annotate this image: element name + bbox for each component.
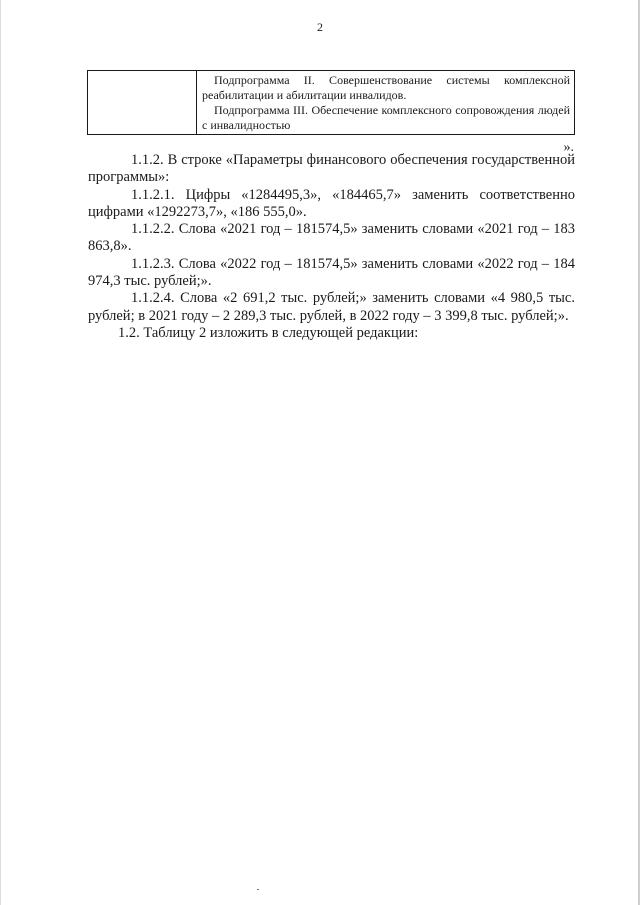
scan-edge-left [0,0,1,905]
scan-dot [257,889,259,890]
paragraph-1-1-2: 1.1.2. В строке «Параметры финансового обеспечения государственной программы»: [88,152,575,186]
paragraph-1-2: 1.2. Таблицу 2 изложить в следующей редакции: [118,324,419,341]
closing-quote: ». [563,140,574,155]
table-row [88,71,575,135]
table-cell-subprograms [197,71,575,135]
paragraph-1-1-2-1: 1.1.2.1. Цифры «1284495,3», «184465,7» заменить соответственно цифрами «1292273,7», «186 555,0». [88,186,575,220]
paragraph-1-1-2-3: 1.1.2.3. Слова «2022 год – 181574,5» заменить словами «2022 год – 184 974,3 тыс. рублей;». [88,255,575,290]
page-number: 2 [317,20,323,34]
paragraph-1-1-2-2: 1.1.2.2. Слова «2021 год – 181574,5» заменить словами «2021 год – 183 863,8». [88,221,575,255]
program-table [87,70,575,135]
paragraph-1-1-2-4: 1.1.2.4. Слова «2 691,2 тыс. рублей;» заменить словами «4 980,5 тыс. рублей; в 2021 году – 2 289,3 тыс. рублей, в 2022 году – 3 399,8 тыс. рублей;». [88,290,575,324]
subprogram-3-text: Подпрограмма III. Обеспечение комплексного сопровождения людей с инвалидностью [202,103,570,132]
subprogram-2-text: Подпрограмма II. Совершенствование системы комплексной реабилитации и абилитации инвалидов. [202,73,570,102]
table-cell-empty [88,71,197,135]
document-body [88,152,575,342]
